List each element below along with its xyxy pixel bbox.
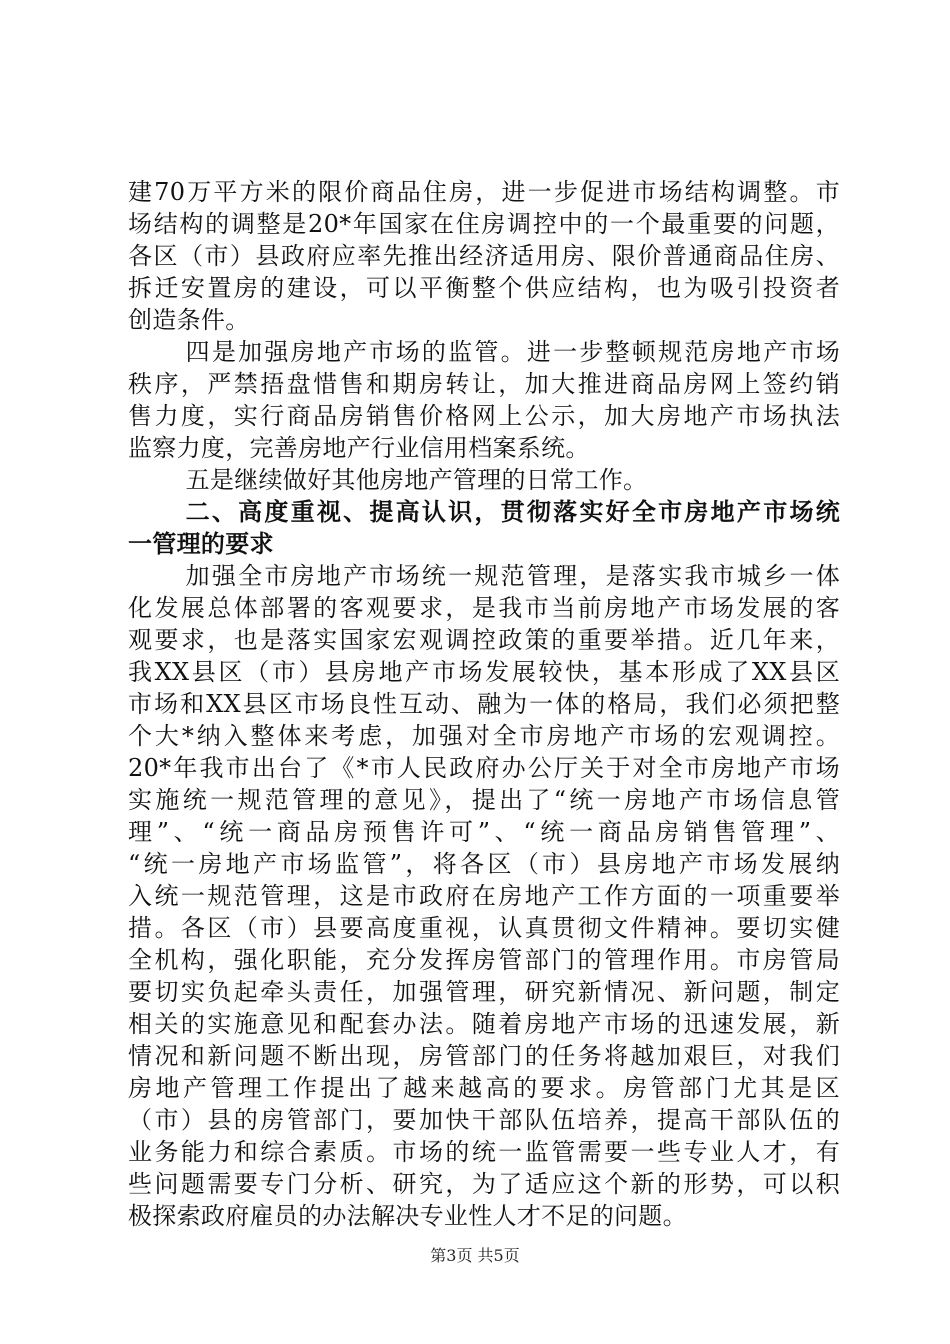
- text-line: 我XX县区（市）县房地产市场发展较快，基本形成了XX县区: [128, 658, 840, 686]
- text-line: 秩序，严禁捂盘惜售和期房转让，加大推进商品房网上签约销: [128, 370, 840, 398]
- document-body: [128, 176, 840, 1232]
- text-line: 实施统一规范管理的意见》，提出了“统一房地产市场信息管: [128, 786, 840, 814]
- text-line: 20*年我市出台了《*市人民政府办公厅关于对全市房地产市场: [128, 754, 840, 782]
- text-line: 化发展总体部署的客观要求，是我市当前房地产市场发展的客: [128, 594, 840, 622]
- text-line: 全机构，强化职能，充分发挥房管部门的管理作用。市房管局: [128, 946, 840, 974]
- text-line: 理”、“统一商品房预售许可”、“统一商品房销售管理”、: [128, 818, 840, 846]
- text-line: 市场和XX县区市场良性互动、融为一体的格局，我们必须把整: [128, 690, 840, 718]
- text-line: “统一房地产市场监管”，将各区（市）县房地产市场发展纳: [128, 850, 840, 878]
- text-line: 售力度，实行商品房销售价格网上公示，加大房地产市场执法: [128, 402, 840, 430]
- text-line: 各区（市）县政府应率先推出经济适用房、限价普通商品住房、: [128, 242, 840, 270]
- text-line: 四是加强房地产市场的监管。进一步整顿规范房地产市场: [185, 338, 840, 366]
- text-line: 要切实负起牵头责任，加强管理，研究新情况、新问题，制定: [128, 978, 840, 1006]
- text-line: 个大*纳入整体来考虑，加强对全市房地产市场的宏观调控。: [128, 722, 840, 750]
- text-line: 入统一规范管理，这是市政府在房地产工作方面的一项重要举: [128, 882, 840, 910]
- text-line: 加强全市房地产市场统一规范管理，是落实我市城乡一体: [185, 562, 840, 590]
- text-line: 建70万平方米的限价商品住房，进一步促进市场结构调整。市: [128, 178, 840, 206]
- text-line: 措。各区（市）县要高度重视，认真贯彻文件精神。要切实健: [128, 914, 840, 942]
- text-line: 监察力度，完善房地产行业信用档案系统。: [128, 434, 590, 462]
- text-line: 房地产管理工作提出了越来越高的要求。房管部门尤其是区: [128, 1074, 840, 1102]
- text-line: 拆迁安置房的建设，可以平衡整个供应结构，也为吸引投资者: [128, 274, 840, 302]
- text-line: 场结构的调整是20*年国家在住房调控中的一个最重要的问题，: [128, 210, 840, 238]
- page-footer: 第3页 共5页: [430, 1246, 520, 1265]
- text-line: 极探索政府雇员的办法解决专业性人才不足的问题。: [128, 1202, 687, 1230]
- text-line: 相关的实施意见和配套办法。随着房地产市场的迅速发展，新: [128, 1010, 840, 1038]
- text-line: 观要求，也是落实国家宏观调控政策的重要举措。近几年来，: [128, 626, 840, 654]
- text-line: 业务能力和综合素质。市场的统一监管需要一些专业人才，有: [128, 1138, 840, 1166]
- text-line: 情况和新问题不断出现，房管部门的任务将越加艰巨，对我们: [128, 1042, 840, 1070]
- heading-line: 一管理的要求: [128, 529, 274, 558]
- text-line: 创造条件。: [128, 306, 250, 334]
- text-line: 些问题需要专门分析、研究，为了适应这个新的形势，可以积: [128, 1170, 840, 1198]
- text-line: 五是继续做好其他房地产管理的日常工作。: [185, 466, 648, 494]
- heading-line: 二、高度重视、提高认识，贯彻落实好全市房地产市场统: [185, 497, 840, 526]
- text-line: （市）县的房管部门，要加快干部队伍培养，提高干部队伍的: [128, 1106, 840, 1134]
